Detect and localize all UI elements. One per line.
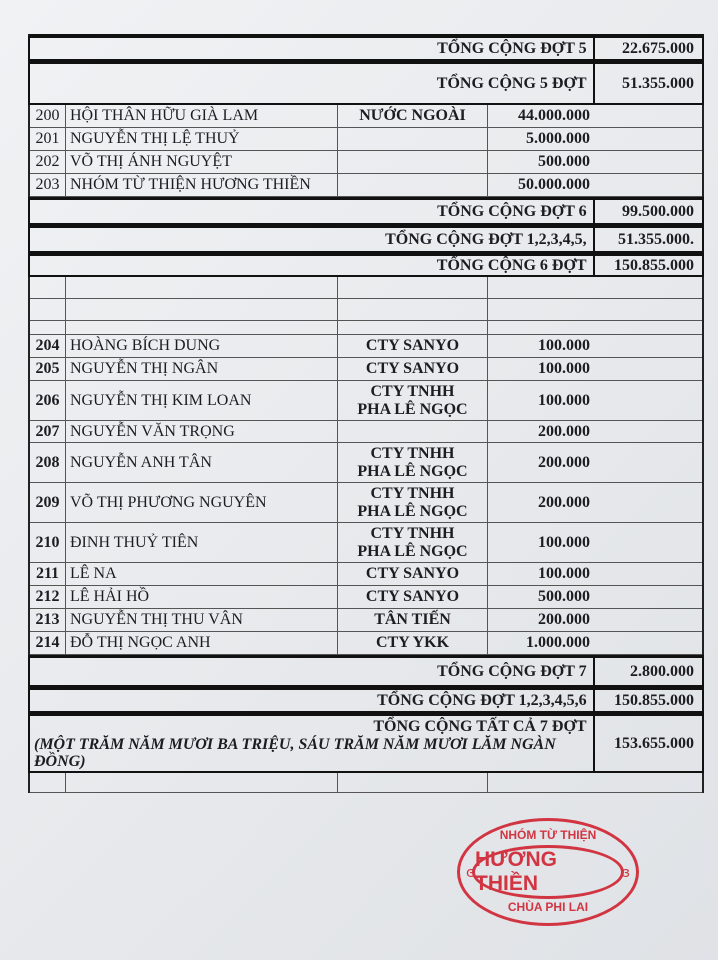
- donor-name: NGUYỄN ANH TÂN: [66, 443, 338, 482]
- total-amount: 51.355.000: [622, 74, 694, 92]
- blank-cell: [488, 773, 594, 792]
- donor-name: HOÀNG BÍCH DUNG: [66, 335, 338, 357]
- donor-name: NHÓM TỪ THIỆN HƯƠNG THIỀN: [66, 174, 338, 196]
- organization-line: CTY TNHH: [370, 382, 455, 400]
- donor-number: 205: [30, 358, 66, 380]
- donor-number: 206: [30, 381, 66, 420]
- blank-cell: [488, 277, 594, 298]
- grand-total-row: [28, 713, 704, 773]
- donor-row: [30, 335, 702, 358]
- total-row: [28, 36, 704, 61]
- organization-line: PHA LÊ NGỌC: [357, 400, 468, 418]
- donor-organization: [338, 609, 488, 631]
- organization-line: PHA LÊ NGỌC: [357, 502, 468, 520]
- donor-number: 204: [30, 335, 66, 357]
- total-row: [28, 197, 704, 225]
- organization-line: NƯỚC NGOÀI: [359, 107, 466, 124]
- organization-line: CTY SANYO: [365, 588, 460, 605]
- donor-row: [30, 105, 702, 128]
- donation-amount: 200.000: [538, 493, 590, 511]
- seal-center-text: HƯƠNG THIỀN: [472, 845, 624, 899]
- donor-row: [30, 443, 702, 483]
- donor-row: [30, 381, 702, 421]
- donor-organization: [338, 128, 488, 150]
- donor-number: 202: [30, 151, 66, 173]
- donor-number: 209: [30, 483, 66, 522]
- donor-row: [30, 523, 702, 563]
- total-label: TỔNG CỘNG 6 ĐỢT: [30, 256, 595, 275]
- donor-organization: [338, 151, 488, 173]
- donation-amount: 100.000: [538, 360, 590, 377]
- donor-number: 201: [30, 128, 66, 150]
- seal-top-text: NHÓM TỪ THIỆN: [499, 828, 597, 842]
- total-row: [28, 61, 704, 105]
- grand-total-label-cell: [30, 716, 595, 771]
- seal-bottom-text: CHÙA PHI LAI: [507, 900, 589, 914]
- donor-organization: [338, 632, 488, 654]
- donor-row: [30, 151, 702, 174]
- donation-amount: 50.000.000: [518, 176, 590, 193]
- donation-amount: 100.000: [538, 391, 590, 409]
- donor-row: [30, 563, 702, 586]
- donor-number: 208: [30, 443, 66, 482]
- donor-name: VÕ THỊ PHƯƠNG NGUYÊN: [66, 483, 338, 522]
- donor-organization: [338, 105, 488, 127]
- donor-row: [30, 483, 702, 523]
- total-label: TỔNG CỘNG ĐỢT 1,2,3,4,5,6: [30, 690, 595, 711]
- total-amount: 99.500.000: [622, 202, 694, 220]
- donor-number: 214: [30, 632, 66, 654]
- donor-name: HỘI THÂN HỮU GIÀ LAM: [66, 105, 338, 127]
- organization-line: CTY SANYO: [365, 337, 460, 354]
- organization-line: CTY SANYO: [365, 360, 460, 377]
- organization-line: TÂN TIẾN: [374, 611, 451, 628]
- blank-cell: [66, 299, 338, 320]
- donation-amount: 500.000: [538, 153, 590, 170]
- donation-amount: 200.000: [538, 453, 590, 471]
- donation-amount: 100.000: [538, 337, 590, 354]
- total-row: [28, 687, 704, 713]
- donor-name: VÕ THỊ ÁNH NGUYỆT: [66, 151, 338, 173]
- donor-organization: [338, 483, 488, 522]
- total-label: TỔNG CỘNG 5 ĐỢT: [30, 64, 595, 103]
- blank-cell: [30, 277, 66, 298]
- donor-name: ĐỖ THỊ NGỌC ANH: [66, 632, 338, 654]
- total-amount: 22.675.000: [622, 39, 694, 57]
- blank-cell: [66, 773, 338, 792]
- donation-amount: 5.000.000: [526, 130, 590, 147]
- donation-amount: 200.000: [538, 422, 590, 440]
- total-amount: 150.855.000: [614, 256, 694, 274]
- organization-line: CTY TNHH: [370, 444, 455, 462]
- total-label: TỔNG CỘNG ĐỢT 1,2,3,4,5,: [30, 228, 595, 251]
- donor-number: 203: [30, 174, 66, 196]
- total-row: [28, 225, 704, 253]
- blank-cell: [338, 299, 488, 320]
- donor-name: LÊ NA: [66, 563, 338, 585]
- total-label: TỔNG CỘNG ĐỢT 5: [30, 38, 595, 59]
- donor-name: ĐINH THUỶ TIÊN: [66, 523, 338, 562]
- donation-amount: 100.000: [538, 565, 590, 582]
- blank-cell: [338, 773, 488, 792]
- donor-number: 210: [30, 523, 66, 562]
- donor-row: [30, 609, 702, 632]
- blank-cell: [66, 321, 338, 334]
- donor-organization: [338, 563, 488, 585]
- grand-total-amount: 153.655.000: [614, 734, 694, 752]
- donor-name: LÊ HẢI HỒ: [66, 586, 338, 608]
- blank-cell: [488, 321, 594, 334]
- organization-line: CTY TNHH: [370, 524, 455, 542]
- donor-organization: [338, 174, 488, 196]
- donor-number: 212: [30, 586, 66, 608]
- blank-cell: [488, 299, 594, 320]
- donor-organization: [338, 523, 488, 562]
- blank-cell: [30, 773, 66, 792]
- total-amount: 51.355.000.: [618, 230, 694, 248]
- total-label: TỔNG CỘNG ĐỢT 7: [30, 658, 595, 685]
- donor-organization: [338, 421, 488, 442]
- blank-cell: [66, 277, 338, 298]
- seal-ornament-left: ɞ: [466, 865, 476, 881]
- donation-table: [28, 34, 704, 793]
- donor-row: [30, 421, 702, 443]
- donor-number: 200: [30, 105, 66, 127]
- total-amount: 150.855.000: [614, 691, 694, 709]
- organization-line: PHA LÊ NGỌC: [357, 462, 468, 480]
- donor-name: NGUYỄN THỊ NGÂN: [66, 358, 338, 380]
- donation-amount: 200.000: [538, 611, 590, 628]
- donor-name: NGUYỄN VĂN TRỌNG: [66, 421, 338, 442]
- donor-number: 211: [30, 563, 66, 585]
- organization-line: CTY SANYO: [365, 565, 460, 582]
- blank-row: [30, 277, 702, 299]
- donor-organization: [338, 443, 488, 482]
- donor-number: 213: [30, 609, 66, 631]
- donor-name: NGUYỄN THỊ THU VÂN: [66, 609, 338, 631]
- donor-organization: [338, 381, 488, 420]
- organization-line: PHA LÊ NGỌC: [357, 542, 468, 560]
- blank-row: [30, 773, 702, 793]
- donor-number: 207: [30, 421, 66, 442]
- seal-ornament-right: ɞ: [620, 865, 630, 881]
- donor-name: NGUYỄN THỊ KIM LOAN: [66, 381, 338, 420]
- total-amount: 2.800.000: [630, 662, 694, 680]
- blank-cell: [338, 321, 488, 334]
- donation-amount: 44.000.000: [518, 107, 590, 124]
- donor-name: NGUYỄN THỊ LỆ THUỶ: [66, 128, 338, 150]
- donor-organization: [338, 358, 488, 380]
- donor-row: [30, 128, 702, 151]
- blank-cell: [338, 277, 488, 298]
- organization-line: CTY TNHH: [370, 484, 455, 502]
- organization-line: CTY YKK: [375, 634, 450, 651]
- donor-row: [30, 632, 702, 655]
- blank-cell: [30, 321, 66, 334]
- donation-amount: 100.000: [538, 533, 590, 551]
- donation-amount: 1.000.000: [526, 634, 590, 651]
- total-row: [28, 655, 704, 687]
- charity-group-seal: [457, 818, 639, 926]
- donor-organization: [338, 586, 488, 608]
- donor-row: [30, 358, 702, 381]
- grand-total-label: TỔNG CỘNG TẤT CẢ 7 ĐỢT: [373, 718, 587, 735]
- total-label: TỔNG CỘNG ĐỢT 6: [30, 200, 595, 223]
- donor-organization: [338, 335, 488, 357]
- donor-row: [30, 174, 702, 197]
- blank-cell: [30, 299, 66, 320]
- total-row: [28, 253, 704, 277]
- blank-row: [30, 299, 702, 321]
- donation-amount: 500.000: [538, 588, 590, 605]
- blank-row: [30, 321, 702, 335]
- amount-in-words: (MỘT TRĂM NĂM MƯƠI BA TRIỆU, SÁU TRĂM NĂM MƯƠI LĂM NGÀN ĐỒNG): [34, 736, 556, 770]
- donor-row: [30, 586, 702, 609]
